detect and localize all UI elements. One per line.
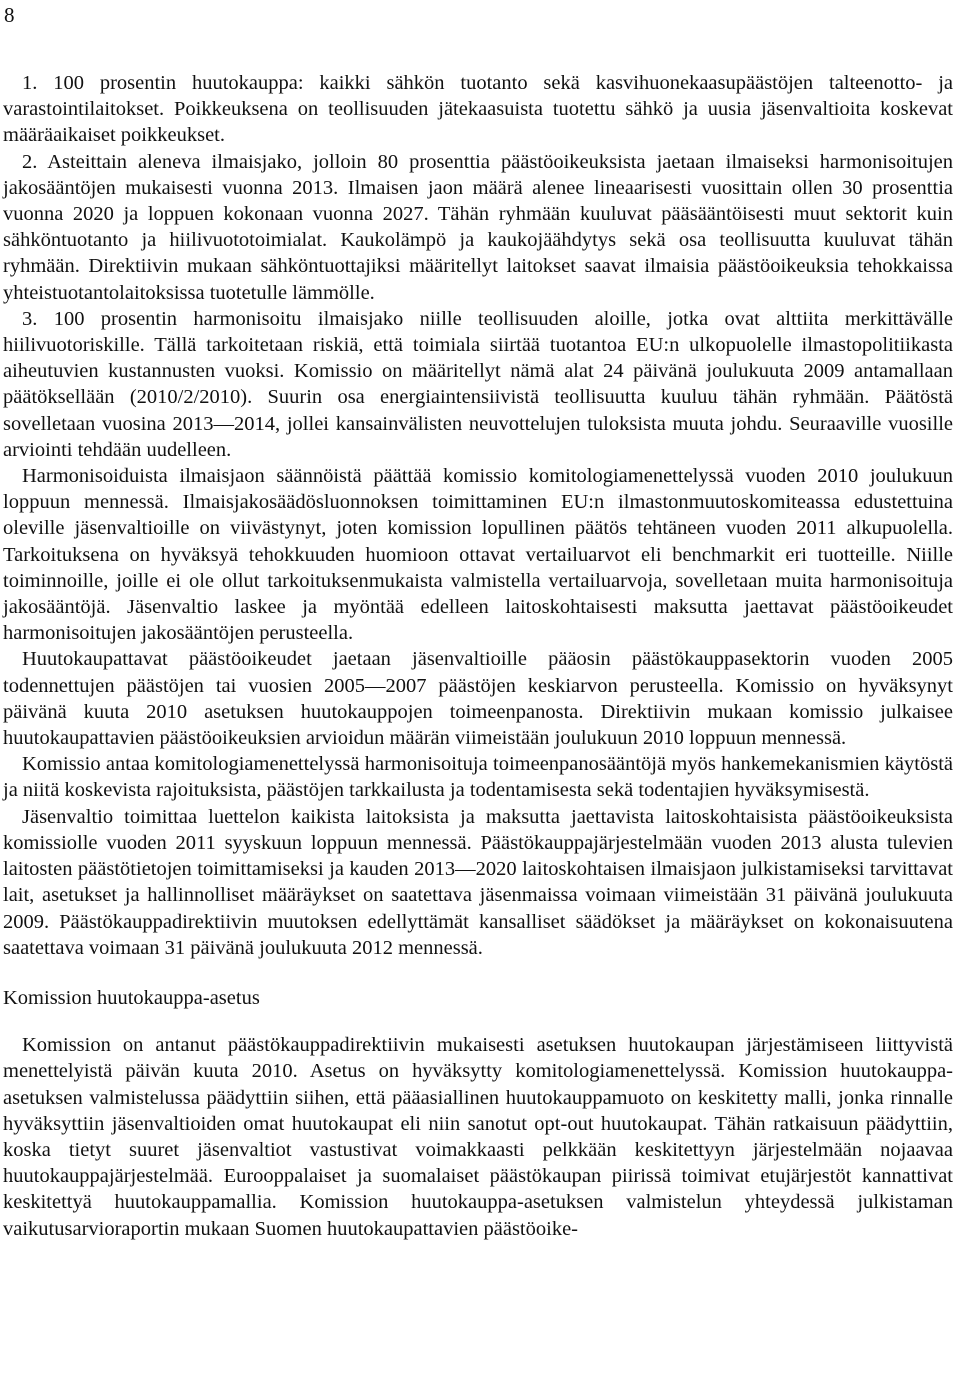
paragraph-implementation-rules: Komissio antaa komitologiamenettelyssä harmonisoituja toimeenpanosääntöjä myös hankemekanismien käytöstä ja niitä koskevista rajoituksista, päästöjen tarkkailusta ja todentamisesta sekä todentajien hyväksymisestä. <box>3 753 953 802</box>
paragraph-member-state-list: Jäsenvaltio toimittaa luettelon kaikista laitoksista ja maksutta jaettavista laitoskohtaisista päästöoikeuksista komissiolle vuoden 2011 syyskuun loppuun mennessä. Päästökauppajärjestelmään vuoden 2013 alusta tulevien laitosten päästötietojen toimittamiseksi ja kauden 2013—2020 laitoskohtaisen ilmaisjaon julkistamiseksi tarvittavat lait, asetukset ja hallinnolliset määräykset on saatettava jäsenmaissa voimaan viimeistään 31 päivänä joulukuuta 2009. Päästökauppadirektiivin muutoksen edellyttämät kansalliset säädökset ja määräykset on kokonaisuutena saatettava voimaan 31 päivänä joulukuuta 2012 mennessä. <box>3 805 953 959</box>
paragraph-auctioned-allowances: Huutokaupattavat päästöoikeudet jaetaan jäsenvaltioille pääosin päästökauppasektorin vuoden 2005 todennettujen päästöjen tai vuosien 2005—2007 päästöjen keskiarvon perusteella. Komissio on hyväksynyt päivänä kuuta 2010 asetuksen huutokauppojen toimeenpanosta. Direktiivin mukaan komissio julkaisee huutokaupattavien päästöoikeuksien arvioidun määrän viimeistään joulukuun 2010 loppuun mennessä. <box>3 648 953 750</box>
page-number: 8 <box>4 3 15 27</box>
list-item-1: 1. 100 prosentin huutokauppa: kaikki sähkön tuotanto sekä kasvihuonekaasupäästöjen talteenotto- ja varastointilaitokset. Poikkeuksena on teollisuuden jätekaasuista tuotettu sähkö ja uusia jäsenvaltioita koskevat määräaikaiset poikkeukset. <box>3 72 953 147</box>
list-item-2: 2. Asteittain aleneva ilmaisjako, jolloin 80 prosenttia päästöoikeuksista jaetaan ilmaiseksi harmonisoitujen jakosääntöjen mukaisesti vuonna 2013. Ilmaisen jaon määrä alenee lineaarisesti vuosittain ollen 30 prosenttia vuonna 2020 ja loppuen kokonaan vuonna 2027. Tähän ryhmään kuuluvat pääsääntöisesti muut sektorit kuin sähköntuotanto ja hiilivuototoimialat. Kaukolämpö ja kaukojäähdytys sekä osa teollisuutta kuuluvat tähän ryhmään. Direktiivin mukaan sähköntuottajiksi määritellyt laitokset saavat ilmaisia päästöoikeuksia tehokkaissa yhteistuotantolaitoksissa tuotetulle lämmölle. <box>3 150 953 304</box>
paragraph-auction-regulation: Komission on antanut päästökauppadirektiivin mukaisesti asetuksen huutokaupan järjestämiseen liittyvistä menettelyistä päivän kuuta 2010. Asetus on hyväksytty komitologiamenettelyssä. Komission huutokauppa-asetuksen valmistelussa päädyttiin siihen, että pääasiallinen huutokauppamuoto on keskitetty malli, jonka rinnalle hyväksyttiin jäsenvaltioiden omat huutokaupat eli niin sanotut opt-out huutokaupat. Tähän ratkaisuun päädyttiin, koska tietyt suuret jäsenvaltiot vastustivat voimakkaasti pelkkään keskitettyyn järjestelmään nojaavaa huutokauppajärjestelmää. Eurooppalaiset ja suomalaiset päästökaupan piirissä toimivat etujärjestöt kannattivat keskitettyä huutokauppamallia. Komission huutokauppa-asetuksen valmistelun yhteydessä julkistaman vaikutusarvioraportin mukaan Suomen huutokaupattavien päästöoike- <box>3 1034 953 1240</box>
paragraph-harmonisation: Harmonisoiduista ilmaisjaon säännöistä päättää komissio komitologiamenettelyssä vuoden 2010 joulukuun loppuun mennessä. Ilmaisjakosäädösluonnoksen toimittaminen EU:n ilmastonmuutoskomiteassa edustettuina oleville jäsenvaltioille on viivästynyt, joten komission lopullinen päätös tehtäneen vuoden 2011 alkupuolella. Tarkoituksena on hyväksyä tehokkuuden huomioon ottavat vertailuarvot eli benchmarkit eri tuotteille. Niille toiminnoille, joille ei ole ollut tarkoituksenmukaista valmistella vertailuarvoja, sovelletaan muita harmonisoituja jakosääntöjä. Jäsenvaltio laskee ja myöntää edelleen laitoskohtaisesti maksutta jaettavat päästöoikeudet harmonisoitujen jakosääntöjen perusteella. <box>3 465 953 645</box>
list-item-3: 3. 100 prosentin harmonisoitu ilmaisjako niille teollisuuden aloille, jotka ovat alttiita merkittävälle hiilivuotoriskille. Tällä tarkoitetaan riskiä, että toimiala siirtää tuotantoa EU:n ulkopuolelle ilmastopolitiikasta aiheutuvien kustannusten vuoksi. Komissio on määritellyt nämä alat 24 päivänä joulukuuta 2009 antamallaan päätöksellään (2010/2/2010). Suurin osa energiaintensiivistä teollisuutta kuuluu tähän ryhmään. Päätöstä sovelletaan vuosina 2013—2014, jollei kansainvälisten neuvottelujen tuloksista muuta johdu. Seuraaville vuosille arviointi tehdään uudelleen. <box>3 307 953 461</box>
document-body <box>3 70 953 1242</box>
section-heading: Komission huutokauppa-asetus <box>3 986 260 1009</box>
